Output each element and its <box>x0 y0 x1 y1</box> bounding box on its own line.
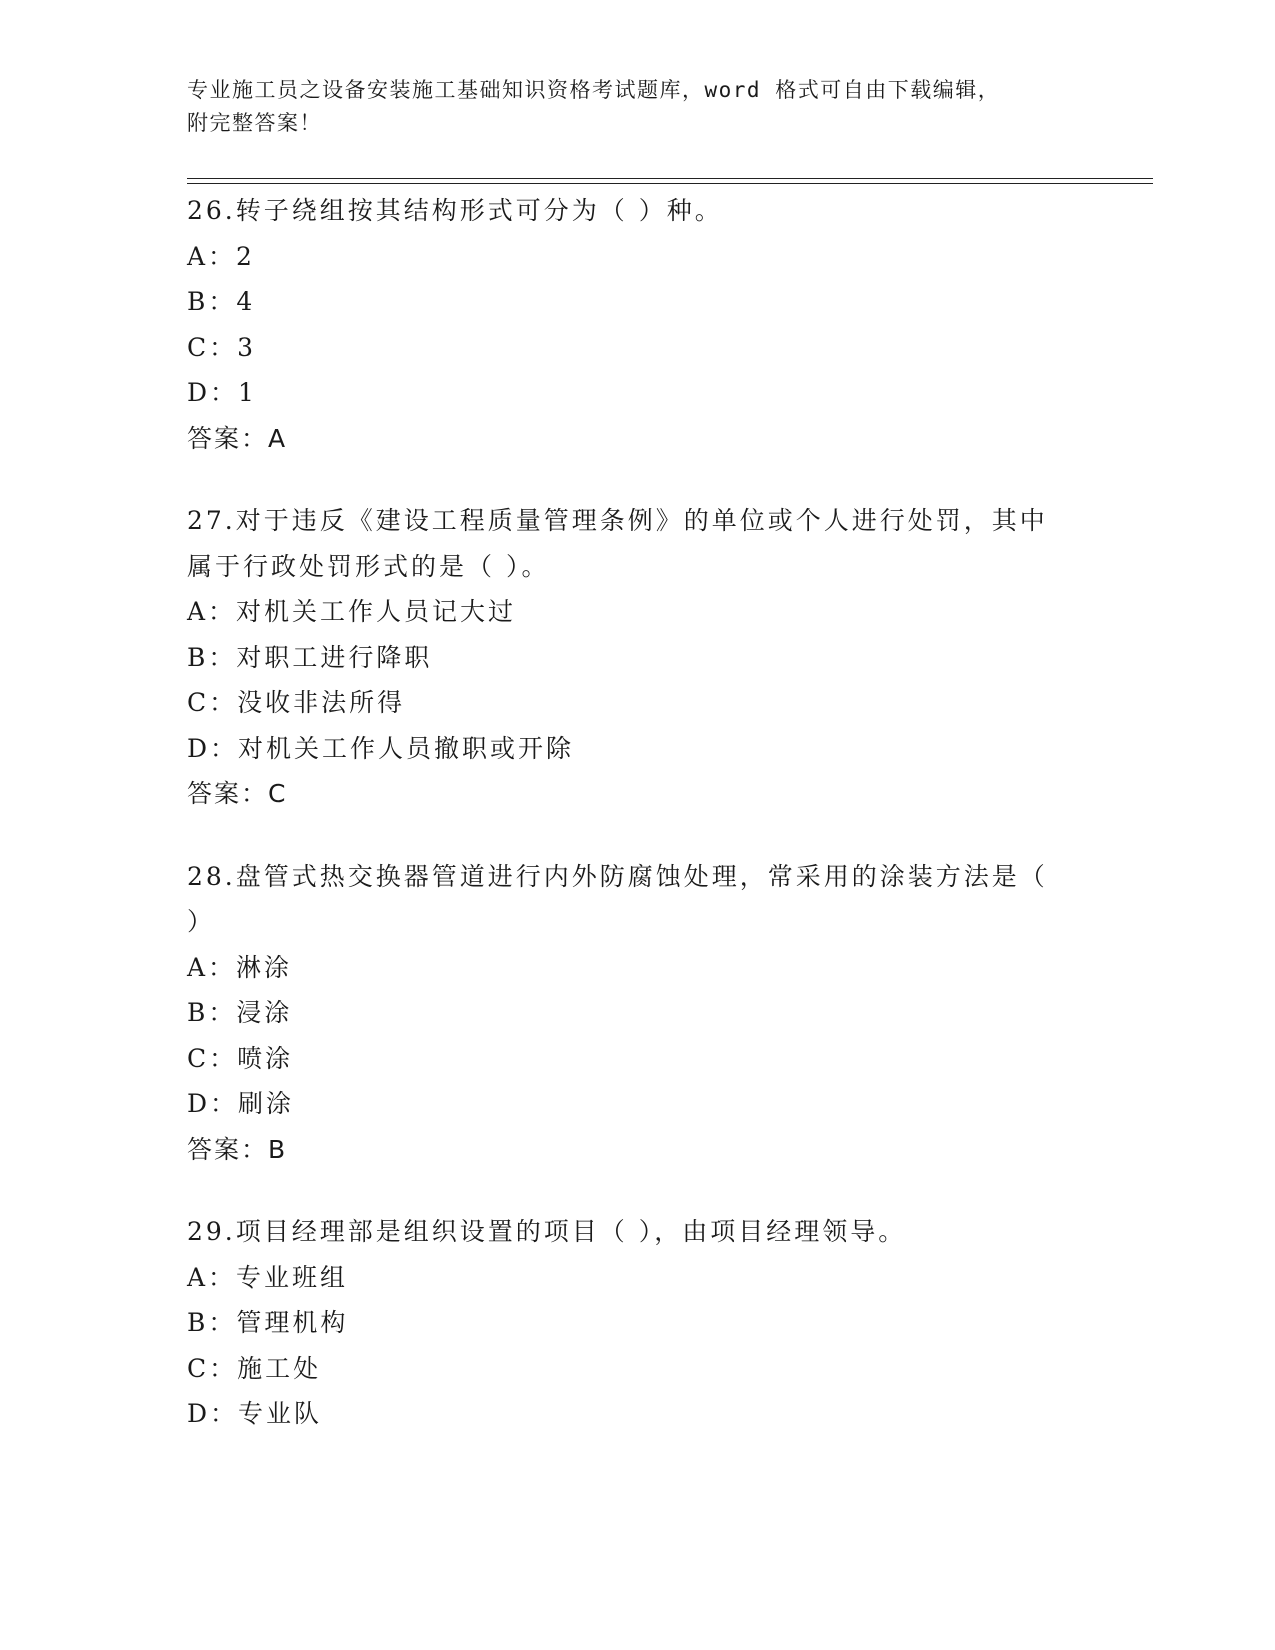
question-stem-continued: 属于行政处罚形式的是（ ）。 <box>187 551 550 581</box>
header-line-1: 专业施工员之设备安装施工基础知识资格考试题库，word 格式可自由下载编辑， <box>187 78 1001 102</box>
question-list <box>187 188 1087 1474</box>
option-a: A：专业班组 <box>187 1262 349 1292</box>
question-stem: 27.对于违反《建设工程质量管理条例》的单位或个人进行处罚，其中 <box>187 506 1048 535</box>
answer-line: 答案：B <box>187 1134 288 1164</box>
header-divider-bottom <box>187 183 1153 184</box>
option-b: B：4 <box>187 287 256 316</box>
option-d: D：专业队 <box>187 1399 323 1428</box>
option-a: A：2 <box>187 241 255 271</box>
option-d: D：1 <box>187 378 257 407</box>
document-header <box>187 74 1087 140</box>
option-d: D：刷涂 <box>187 1089 295 1118</box>
question-stem-continued: ） <box>187 907 216 936</box>
option-c: C：施工处 <box>187 1353 322 1383</box>
option-a: A：淋涂 <box>187 952 293 982</box>
question-stem: 28.盘管式热交换器管道进行内外防腐蚀处理，常采用的涂装方法是（ <box>187 861 1048 891</box>
option-c: C：喷涂 <box>187 1043 294 1073</box>
question-27 <box>187 498 1087 817</box>
option-c: C：没收非法所得 <box>187 688 406 717</box>
question-stem: 26.转子绕组按其结构形式可分为（ ）种。 <box>187 196 723 225</box>
option-b: B：对职工进行降职 <box>187 642 433 672</box>
question-26 <box>187 188 1087 461</box>
option-c: C：3 <box>187 332 257 362</box>
header-line-2: 附完整答案！ <box>187 111 322 135</box>
answer-line: 答案：A <box>187 423 288 453</box>
option-b: B：管理机构 <box>187 1308 349 1337</box>
option-a: A：对机关工作人员记大过 <box>187 597 517 626</box>
answer-line: 答案：C <box>187 779 288 808</box>
question-29 <box>187 1209 1087 1437</box>
question-stem: 29.项目经理部是组织设置的项目（ ），由项目经理领导。 <box>187 1217 907 1246</box>
option-b: B：浸涂 <box>187 998 293 1027</box>
header-divider-top <box>187 178 1153 179</box>
question-28 <box>187 854 1087 1173</box>
option-d: D：对机关工作人员撤职或开除 <box>187 733 575 763</box>
